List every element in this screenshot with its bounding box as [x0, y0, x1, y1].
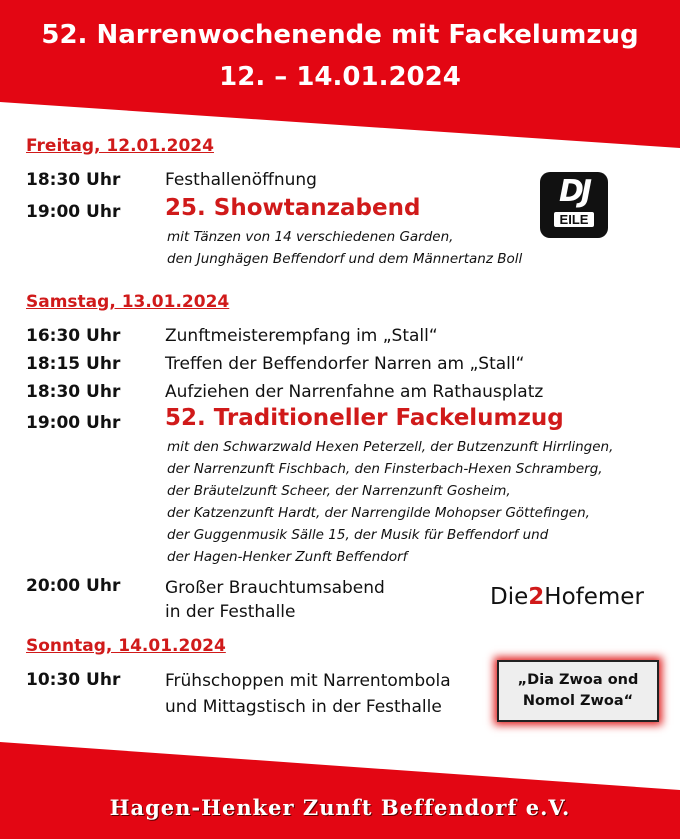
event-text: Frühschoppen mit Narrentombola und Mittagstisch in der Festhalle: [165, 671, 451, 717]
dj-eile-logo: DJ EILE: [540, 172, 608, 238]
event-details: mit Tänzen von 14 verschiedenen Garden, den Junghägen Beffendorf und dem Männertanz Boll: [167, 229, 523, 267]
event-text: Zunftmeisterempfang im „Stall“: [165, 326, 438, 346]
band-name-box: „Dia Zwoa ond Nomol Zwoa“: [497, 660, 659, 722]
event-highlight: 52. Traditioneller Fackelumzug: [165, 405, 564, 431]
event-text: Aufziehen der Narrenfahne am Rathausplatz: [165, 382, 544, 402]
event-time: 18:30 Uhr: [26, 382, 121, 402]
event-highlight: 25. Showtanzabend: [165, 195, 421, 221]
event-dates: 12. – 14.01.2024: [219, 62, 461, 92]
day-heading-sunday: Sonntag, 14.01.2024: [26, 636, 226, 656]
event-details: mit den Schwarzwald Hexen Peterzell, der Butzenzunft Hirrlingen, der Narrenzunft Fischbach, den Finsterbach-Hexen Schramberg, der Bräutelzunft Scheer, der Narrenzunft Gosheim, der Katzenzunft Hardt, der Narrengilde Mohopser Göttefingen, der Guggenmusik Sälle 15, der Musik für Beffendorf und der Hagen-Henker Zunft Beffendorf: [167, 439, 614, 565]
event-time: 10:30 Uhr: [26, 670, 121, 690]
event-time: 18:30 Uhr: [26, 170, 121, 190]
event-text: Großer Brauchtumsabend in der Festhalle: [165, 578, 385, 622]
day-heading-saturday: Samstag, 13.01.2024: [26, 292, 230, 312]
event-time: 19:00 Uhr: [26, 413, 121, 433]
event-text: Treffen der Beffendorfer Narren am „Stall“: [165, 354, 525, 374]
day-heading-friday: Freitag, 12.01.2024: [26, 136, 214, 156]
event-title: 52. Narrenwochenende mit Fackelumzug: [41, 20, 639, 50]
event-time: 18:15 Uhr: [26, 354, 121, 374]
die2hofemer-logo: Die2Hofemer: [490, 584, 644, 610]
event-text: Festhallenöffnung: [165, 170, 317, 190]
event-time: 19:00 Uhr: [26, 202, 121, 222]
event-time: 16:30 Uhr: [26, 326, 121, 346]
event-time: 20:00 Uhr: [26, 576, 121, 596]
footer-club-name: Hagen-Henker Zunft Beffendorf e.V.: [109, 795, 571, 820]
